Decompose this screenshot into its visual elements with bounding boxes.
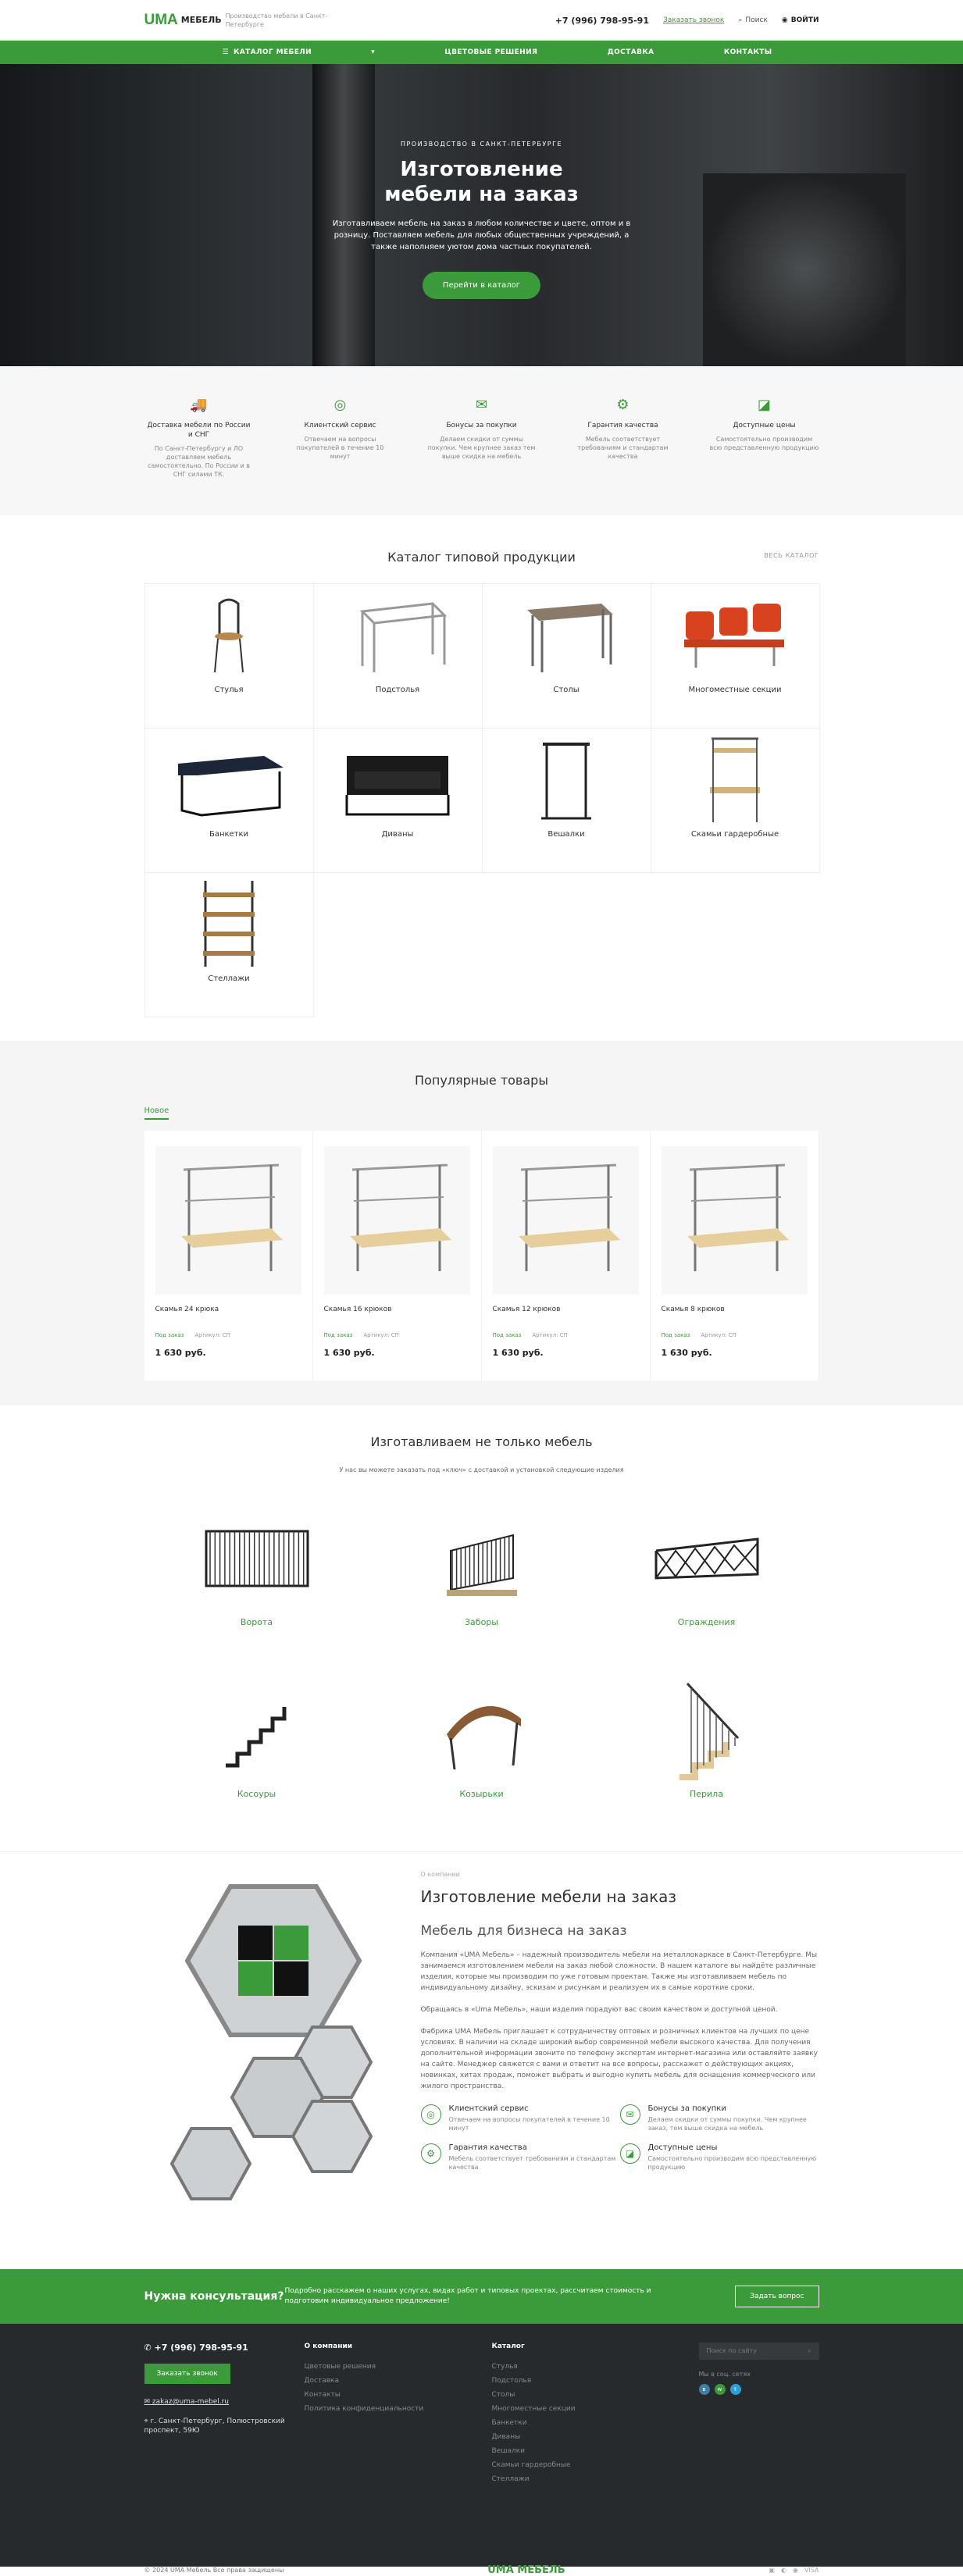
product-row (144, 1131, 819, 1381)
social-title: Мы в соц. сетях (698, 2371, 751, 2378)
footer-catalog-link[interactable]: Банкетки (491, 2419, 527, 2427)
product-meta (493, 1332, 639, 1338)
payment-methods (769, 2567, 819, 2574)
footer-catalog-title: Каталог (491, 2343, 525, 2350)
footer-company-title: О компании (304, 2343, 353, 2350)
footer-catalog-link[interactable]: Скамьи гардеробные (491, 2461, 571, 2469)
footer-email-text: zakaz@uma-mebel.ru (152, 2398, 229, 2406)
search-icon: ⌕ (738, 16, 743, 24)
catalog-image (314, 584, 482, 686)
catalog-item-benches[interactable] (145, 729, 314, 873)
more-grid (144, 1500, 819, 1820)
catalog-title: Каталог типовой продукции (387, 549, 576, 565)
about-feature (421, 2143, 620, 2172)
about-paragraph-2: Обращаясь в «Uma Мебель», наши изделия порадуют вас своим качеством и доступной ценой. (420, 2006, 778, 2014)
about-illustration (144, 1871, 402, 2238)
footer-catalog-link[interactable]: Столы (491, 2391, 515, 2399)
hero-kicker: ПРОИЗВОДСТВО В САНКТ-ПЕТЕРБУРГЕ (400, 141, 563, 148)
product-name[interactable]: Скамья 16 крюков (323, 1306, 392, 1313)
consult-banner (0, 2269, 963, 2324)
mastercard-icon: ◉ (792, 2567, 798, 2574)
advantage-text: Делаем скидки от суммы покупки. Чем крупнее заказ тем выше скидка на мебель (427, 436, 536, 460)
product-image[interactable] (324, 1146, 470, 1295)
product-price: 1 630 руб. (155, 1348, 206, 1358)
footer-address-text: г. Санкт-Петербург, Полюстровский проспект, 59Ю (144, 2417, 285, 2435)
popular-section (0, 1041, 963, 1406)
product-card[interactable] (651, 1131, 819, 1381)
footer-phone-text: +7 (996) 798-95-91 (154, 2343, 248, 2353)
catalog-image (145, 584, 313, 686)
advantage-text: Самостоятельно производим всю представленную продукцию (709, 436, 819, 451)
chevron-down-icon: ▾ (371, 48, 376, 56)
more-item-fences[interactable] (369, 1500, 594, 1648)
product-meta (155, 1332, 301, 1338)
product-sku: Артикул: СП (194, 1332, 230, 1338)
nav-catalog[interactable] (223, 48, 376, 56)
about-feature-text: Самостоятельно производим всю представленную продукцию (647, 2155, 817, 2171)
catalog-item-label: Стулья (214, 686, 244, 694)
about-section (0, 1851, 963, 2269)
footer-logo[interactable] (487, 2564, 565, 2576)
advantage-title: Клиентский сервис (304, 422, 376, 429)
catalog-item-chairs[interactable] (145, 584, 314, 729)
search-link[interactable] (738, 16, 768, 24)
footer-search-input[interactable] (699, 2343, 819, 2360)
hero-catalog-button[interactable]: Перейти в каталог (423, 272, 540, 299)
hero-banner (0, 64, 963, 366)
footer-company-link[interactable]: Цветовые решения (304, 2363, 376, 2371)
catalog-item-multi-seat-sections[interactable] (651, 584, 820, 729)
product-price: 1 630 руб. (323, 1348, 375, 1358)
about-feature-title: Доступные цены (647, 2143, 718, 2152)
footer-logo-mark: UMA (487, 2564, 514, 2576)
headset-icon: ◎ (333, 397, 347, 413)
product-image[interactable] (155, 1146, 301, 1295)
footer-phone[interactable] (144, 2343, 305, 2353)
ask-question-button[interactable]: Задать вопрос (735, 2286, 819, 2307)
footer (0, 2324, 963, 2576)
catalog-grid (144, 583, 819, 1017)
gear-icon: ⚙ (421, 2143, 441, 2164)
advantage-title: Доступные цены (733, 422, 796, 429)
footer-search-placeholder: Поиск по сайту (706, 2347, 757, 2354)
footer-company-link[interactable]: Политика конфиденциальности (304, 2405, 424, 2413)
nav-delivery[interactable]: ДОСТАВКА (607, 48, 654, 56)
catalog-item-label: Скамьи гардеробные (690, 830, 779, 839)
callback-link[interactable]: Заказать звонок (662, 16, 725, 24)
more-item-stringers[interactable] (144, 1672, 369, 1820)
copyright: © 2024 UMA Мебель Все права защищены (144, 2567, 284, 2574)
headset-icon: ◎ (421, 2104, 441, 2125)
catalog-item-hangers[interactable] (483, 729, 651, 873)
catalog-item-label: Банкетки (209, 830, 249, 839)
header-phone[interactable]: +7 (996) 798-95-91 (555, 15, 649, 26)
main-nav (0, 41, 963, 64)
more-item-canopies[interactable] (369, 1672, 594, 1820)
stock-status: Под заказ (661, 1332, 690, 1338)
about-breadcrumb[interactable]: О компании (420, 1871, 460, 1878)
about-feature (620, 2143, 819, 2172)
phone-icon: ✆ (144, 2343, 155, 2353)
product-meta (324, 1332, 470, 1338)
about-feature-title: Бонусы за покупки (647, 2104, 726, 2113)
advantage-text: По Санкт-Петербургу и ЛО доставляем мебель самостоятельно. По России и в СНГ силами ТК. (148, 445, 250, 478)
all-catalog-link[interactable]: ВЕСЬ КАТАЛОГ (764, 552, 819, 559)
product-image[interactable] (662, 1146, 808, 1295)
product-card[interactable] (144, 1131, 313, 1381)
hero-text: Изготавливаем мебель на заказ в любом количестве и цвете, оптом и в розницу. Поставляем мебель для любых общественных учреждений, а также наполняем уютом дома частных покупателей. (332, 219, 631, 251)
advantage-item (710, 396, 819, 479)
catalog-image (145, 729, 313, 830)
more-item-label[interactable]: Перила (690, 1789, 723, 1799)
site-logo[interactable] (144, 12, 222, 29)
advantage-item (144, 396, 254, 479)
telegram-icon[interactable]: t (730, 2384, 741, 2395)
advantage-title: Доставка мебели по России и СНГ (147, 422, 251, 439)
more-products-section (0, 1406, 963, 1851)
product-name[interactable]: Скамья 12 крюков (492, 1306, 561, 1313)
menu-icon: ☰ (222, 48, 229, 56)
search-icon[interactable]: ⌕ (808, 2347, 811, 2354)
truck-icon: 🚚 (190, 397, 208, 413)
popular-title: Популярные товары (415, 1072, 548, 1088)
catalog-image (483, 584, 651, 686)
footer-email[interactable] (144, 2398, 305, 2406)
advantage-text: Отвечаем на вопросы покупателей в течение 10 минут (296, 436, 384, 460)
product-sku: Артикул: СП (701, 1332, 737, 1338)
price-icon: ◪ (620, 2143, 640, 2164)
footer-company-link[interactable]: Доставка (304, 2377, 339, 2385)
nav-contacts[interactable]: КОНТАКТЫ (723, 48, 772, 56)
login-link[interactable] (782, 16, 819, 24)
more-item-label[interactable]: Козырьки (459, 1789, 504, 1799)
stock-status: Под заказ (492, 1332, 522, 1338)
footer-catalog-link[interactable]: Подстолья (491, 2377, 532, 2385)
footer-catalog-link[interactable]: Вешалки (491, 2447, 525, 2455)
hero-title: Изготовление мебели на заказ (384, 158, 579, 206)
about-title: Изготовление мебели на заказ (420, 1887, 677, 1906)
logo-text: МЕБЕЛЬ (180, 15, 222, 25)
advantages (0, 366, 963, 515)
more-item-image (144, 1672, 369, 1789)
more-item-label[interactable]: Заборы (465, 1617, 498, 1627)
discount-icon: ✉ (475, 397, 488, 413)
catalog-section (0, 515, 963, 1041)
about-feature-text: Отвечаем на вопросы покупателей в течение 10 минут (448, 2116, 610, 2132)
more-subtitle: У нас вы можете заказать под «ключ» с доставкой и установкой следующие изделия (339, 1466, 624, 1473)
more-item-railings[interactable] (594, 1500, 819, 1648)
advantage-item (569, 396, 678, 479)
more-title: Изготавливаем не только мебель (370, 1434, 593, 1449)
logo-mark: UMA (144, 12, 178, 28)
catalog-item-label: Столы (553, 686, 580, 694)
footer-callback-button[interactable]: Заказать звонок (144, 2364, 230, 2384)
about-feature (620, 2104, 819, 2132)
catalog-item-sofas[interactable] (314, 729, 483, 873)
footer-company-link[interactable]: Контакты (304, 2391, 341, 2399)
search-label: Поиск (745, 16, 768, 24)
about-feature-text: Делаем скидки от суммы покупки. Чем крупнее заказ, тем выше скидка на мебель (647, 2116, 807, 2132)
vk-icon[interactable]: в (699, 2384, 710, 2395)
consult-text: Подробно расскажем о наших услугах, видах работ и типовых проектах, рассчитаем стоимость и подготовим индивидуальное предложение! (284, 2287, 651, 2305)
catalog-item-label: Многоместные секции (688, 686, 782, 694)
price-icon: ◪ (757, 397, 771, 413)
gear-icon: ⚙ (616, 397, 630, 413)
nav-colors[interactable]: ЦВЕТОВЫЕ РЕШЕНИЯ (444, 48, 538, 56)
footer-address (144, 2417, 305, 2435)
catalog-image (651, 729, 819, 830)
about-feature-title: Клиентский сервис (448, 2104, 529, 2113)
more-item-label[interactable]: Ограждения (677, 1617, 736, 1627)
catalog-image (651, 584, 819, 686)
footer-logo-text: МЕБЕЛЬ (517, 2564, 565, 2576)
more-item-label[interactable]: Косоуры (237, 1789, 276, 1799)
product-sku: Артикул: СП (363, 1332, 399, 1338)
advantage-text: Мебель соответствует требованиям и стандартам качества (577, 436, 669, 460)
catalog-item-table-frames[interactable] (314, 584, 483, 729)
more-item-gates[interactable] (144, 1500, 369, 1648)
login-label: ВОЙТИ (790, 16, 819, 24)
footer-catalog-link[interactable]: Стулья (491, 2363, 518, 2371)
stock-status: Под заказ (323, 1332, 353, 1338)
nav-label: КАТАЛОГ МЕБЕЛИ (233, 48, 312, 56)
catalog-image (314, 729, 482, 830)
advantage-item (427, 396, 537, 479)
more-item-image (594, 1500, 819, 1617)
more-item-image (369, 1672, 594, 1789)
footer-catalog-link[interactable]: Диваны (491, 2433, 521, 2441)
advantage-title: Бонусы за покупки (446, 422, 517, 429)
product-name[interactable]: Скамья 8 крюков (661, 1306, 725, 1313)
product-name[interactable]: Скамья 24 крюка (155, 1306, 219, 1313)
more-item-image (369, 1500, 594, 1617)
product-card[interactable] (482, 1131, 651, 1381)
product-card[interactable] (313, 1131, 482, 1381)
mir-icon: ◐ (780, 2567, 786, 2574)
advantage-title: Гарантия качества (587, 422, 658, 429)
footer-catalog-link[interactable]: Стеллажи (491, 2475, 530, 2483)
tab-new[interactable]: Новое (144, 1106, 169, 1120)
catalog-item-label: Стеллажи (208, 974, 250, 983)
discount-icon: ✉ (620, 2104, 640, 2125)
about-feature (421, 2104, 620, 2132)
advantage-item (286, 396, 395, 479)
location-icon: ⌖ (144, 2417, 151, 2425)
product-sku: Артикул: СП (532, 1332, 568, 1338)
about-feature-text: Мебель соответствует требованиям и стандартам качества (448, 2155, 616, 2171)
about-paragraph-1: Компания «UMA Мебель» – надежный производитель мебели на металлокаркасе в Санкт-Петербурге. Мы занимаемся изготовлением мебели на заказ любой сложности. В нашем каталоге вы найдёте различные изделия, которые мы производим по уже готовым проектам. Также мы изготавливаем мебель по индивидуальному дизайну, эскизам и рисункам и реализуем их в самые короткие сроки. (420, 1951, 818, 1992)
footer-catalog-link[interactable]: Многоместные секции (491, 2405, 576, 2413)
catalog-item-label: Диваны (381, 830, 414, 839)
product-meta (662, 1332, 808, 1338)
about-paragraph-3: Фабрика UMA Мебель приглашает к сотрудничеству оптовых и розничных клиентов на лучших по цене условиях. В наличии на складе широкий выбор современной мебели высокого качества. Для получения дополнительной информации звоните по телефону экспертам интернет-магазина или оставляйте заявку на сайте. Менеджер свяжется с вами и ответит на все вопросы, расскажет о действующих акциях, новинках, хитах продаж, поможет выбрать и выгодно купить мебель для оснащения коммерческого или жилого пространства. (420, 2028, 818, 2090)
site-tagline: Производство мебели в Санкт-Петербурге (225, 12, 328, 28)
catalog-image (483, 729, 651, 830)
catalog-item-label: Вешалки (547, 830, 585, 839)
more-item-image (594, 1672, 819, 1789)
product-price: 1 630 руб. (661, 1348, 712, 1358)
visa-label: VISA (804, 2567, 819, 2574)
about-subtitle: Мебель для бизнеса на заказ (420, 1923, 627, 1939)
catalog-item-shelving[interactable] (145, 873, 314, 1017)
more-item-label[interactable]: Ворота (240, 1617, 273, 1627)
product-image[interactable] (493, 1146, 639, 1295)
more-item-image (144, 1500, 369, 1617)
user-icon: ◉ (781, 16, 788, 24)
mail-icon: ✉ (144, 2398, 152, 2406)
card-icon: ▣ (769, 2567, 775, 2574)
whatsapp-icon[interactable]: w (715, 2384, 726, 2395)
catalog-item-label: Подстолья (375, 686, 420, 694)
more-item-handrails[interactable] (594, 1672, 819, 1820)
catalog-item-wardrobe-benches[interactable] (651, 729, 820, 873)
about-feature-title: Гарантия качества (448, 2143, 527, 2152)
stock-status: Под заказ (155, 1332, 184, 1338)
product-price: 1 630 руб. (492, 1348, 544, 1358)
consult-title: Нужна консультация? (144, 2290, 284, 2303)
catalog-item-tables[interactable] (483, 584, 651, 729)
top-header (0, 0, 963, 41)
catalog-image (145, 873, 313, 974)
